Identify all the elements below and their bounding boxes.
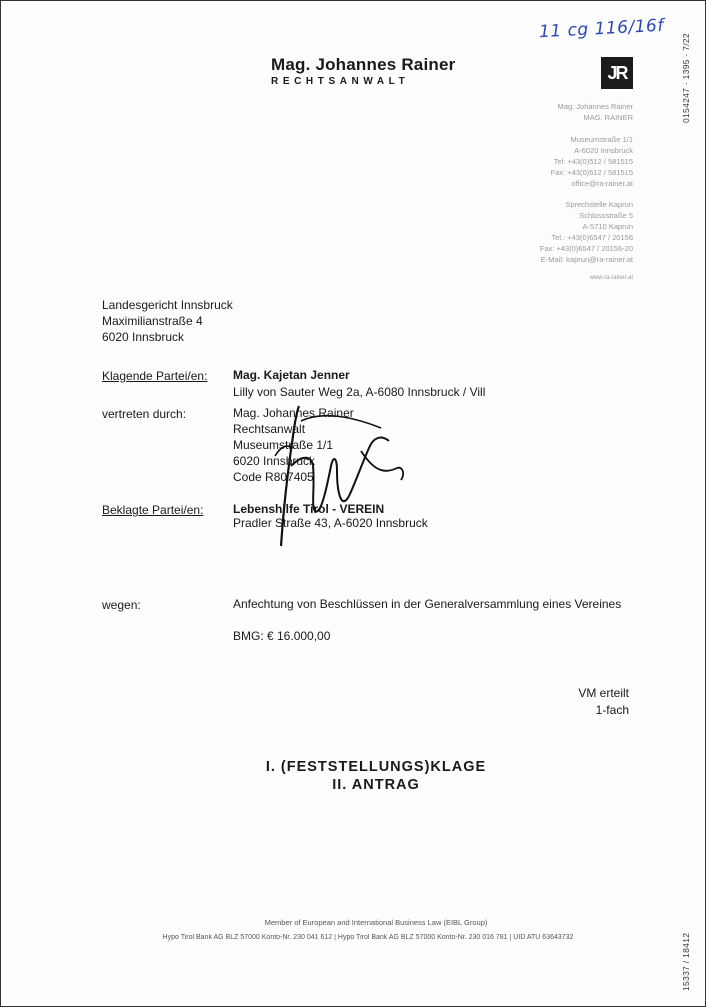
representative-line: Museumstraße 1/1 — [233, 438, 334, 452]
representative-line: Code R807405 — [233, 470, 314, 484]
signature-drawing — [241, 396, 421, 556]
letterhead-contact-innsbruck — [471, 101, 633, 189]
faint-line: Tel.: +43(0)6547 / 20156 — [551, 233, 633, 242]
firm-logo: JR — [601, 57, 633, 89]
letterhead-contact-kaprun — [471, 199, 633, 265]
representative-line: Rechtsanwalt — [233, 422, 306, 436]
faint-line: Museumstraße 1/1 — [570, 135, 633, 144]
plaintiff-label: Klagende Partei/en: — [102, 369, 208, 383]
defendant-name: Lebenshilfe Tirol - VEREIN — [233, 502, 385, 516]
subject-bmg: BMG: € 16.000,00 — [233, 629, 331, 643]
recipient-line: 6020 Innsbruck — [102, 330, 185, 344]
letterhead-vertical-code: 0154247 · 1395 · 7/22 — [681, 33, 691, 123]
faint-line: Tel: +43(0)512 / 581515 — [553, 157, 633, 166]
faint-line: A-6020 Innsbruck — [574, 146, 633, 155]
copies-note: 1-fach — [595, 703, 629, 717]
recipient-line: Landesgericht Innsbruck — [102, 298, 233, 312]
faint-line: Sprechstelle Kaprun — [565, 200, 633, 209]
faint-line: E-Mail: kaprun@ra-rainer.at — [540, 255, 633, 264]
firm-title: RECHTSANWALT — [271, 76, 410, 87]
faint-line: Fax: +43(0)512 / 581515 — [550, 168, 633, 177]
faint-line: Fax: +43(0)6547 / 20156-20 — [539, 244, 633, 253]
subject-text: Anfechtung von Beschlüssen in der Generalversammlung eines Vereines — [233, 597, 622, 611]
faint-line — [471, 123, 633, 134]
faint-line: MAG. RAINER — [583, 113, 633, 122]
faint-line: Schlossstraße 5 — [579, 211, 633, 220]
firm-name: Mag. Johannes Rainer — [271, 55, 456, 74]
representative-label: vertreten durch: — [102, 407, 187, 421]
defendant-address: Pradler Straße 43, A-6020 Innsbruck — [233, 516, 428, 530]
representative-line: 6020 Innsbruck — [233, 454, 316, 468]
faint-line: office@ra-rainer.at — [571, 179, 633, 188]
subject-label: wegen: — [102, 598, 141, 612]
document-title-line2: II. ANTRAG — [332, 777, 420, 793]
letterhead-website: www.ra-rainer.at — [589, 275, 633, 281]
recipient-line: Maximilianstraße 4 — [102, 314, 203, 328]
defendant-label: Beklagte Partei/en: — [102, 503, 204, 517]
faint-line: Mag. Johannes Rainer — [557, 102, 633, 111]
handwritten-reference: 11 cg 116/16f — [538, 15, 665, 43]
representative-line: Mag. Johannes Rainer — [233, 406, 354, 420]
document-title-line1: I. (FESTSTELLUNGS)KLAGE — [265, 759, 487, 775]
plaintiff-address: Lilly von Sauter Weg 2a, A-6080 Innsbruck / Vill — [233, 385, 486, 399]
faint-line: A-5710 Kaprun — [582, 222, 633, 231]
footer-bank-details: Hypo Tirol Bank AG BLZ 57000 Konto-Nr. 230 041 612 | Hypo Tirol Bank AG BLZ 57000 Konto-Nr. 230 016 781 | UID ATU 63643732 — [162, 934, 574, 941]
footer-membership: Member of European and International Business Law (EIBL Group) — [264, 918, 488, 927]
plaintiff-name: Mag. Kajetan Jenner — [233, 368, 350, 382]
recipient-address — [102, 297, 233, 345]
footer-vertical-code: 15337 / 18412 — [681, 932, 691, 991]
vm-note: VM erteilt — [578, 686, 629, 700]
